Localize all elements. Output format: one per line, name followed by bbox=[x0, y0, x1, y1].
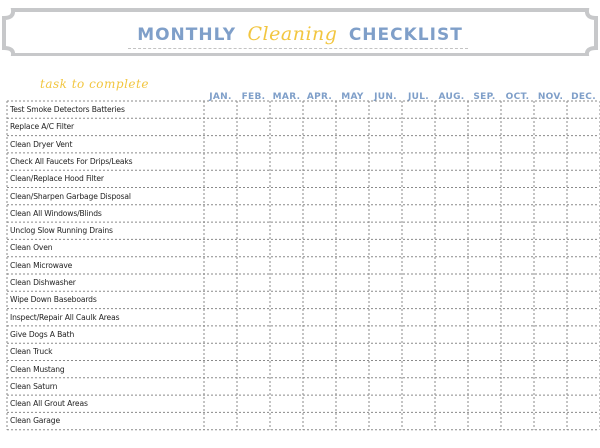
check-cell-oct[interactable] bbox=[501, 291, 534, 308]
check-cell-oct[interactable] bbox=[501, 274, 534, 291]
check-cell-dec[interactable] bbox=[567, 412, 600, 429]
month-header-oct: OCT. bbox=[505, 92, 530, 102]
check-cell-dec[interactable] bbox=[567, 274, 600, 291]
check-cell-feb[interactable] bbox=[237, 412, 270, 429]
task-label: Unclog Slow Running Drains bbox=[10, 226, 113, 236]
check-cell-sep[interactable] bbox=[468, 257, 501, 274]
check-cell-aug[interactable] bbox=[435, 153, 468, 170]
task-label: Clean Dryer Vent bbox=[10, 139, 73, 149]
check-cell-aug[interactable] bbox=[435, 274, 468, 291]
check-cell-feb[interactable] bbox=[237, 395, 270, 412]
check-cell-dec[interactable] bbox=[567, 326, 600, 343]
check-cell-may[interactable] bbox=[336, 291, 369, 308]
check-cell-aug[interactable] bbox=[435, 222, 468, 239]
check-cell-sep[interactable] bbox=[468, 326, 501, 343]
check-cell-sep[interactable] bbox=[468, 378, 501, 395]
check-cell-sep[interactable] bbox=[468, 170, 501, 187]
check-cell-dec[interactable] bbox=[567, 239, 600, 256]
task-label: Clean Mustang bbox=[10, 364, 65, 374]
check-cell-jan[interactable] bbox=[204, 257, 237, 274]
check-cell-nov[interactable] bbox=[534, 170, 567, 187]
task-row bbox=[7, 170, 597, 187]
check-cell-dec[interactable] bbox=[567, 101, 600, 118]
task-row bbox=[7, 326, 597, 343]
check-cell-oct[interactable] bbox=[501, 395, 534, 412]
check-cell-nov[interactable] bbox=[534, 343, 567, 360]
month-header-sep: SEP. bbox=[473, 92, 496, 102]
check-cell-apr[interactable] bbox=[303, 239, 336, 256]
check-cell-jun[interactable] bbox=[369, 378, 402, 395]
check-cell-may[interactable] bbox=[336, 343, 369, 360]
check-cell-sep[interactable] bbox=[468, 274, 501, 291]
task-label: Clean Garage bbox=[10, 416, 60, 426]
check-cell-mar[interactable] bbox=[270, 118, 303, 135]
task-row bbox=[7, 205, 597, 222]
check-cell-feb[interactable] bbox=[237, 205, 270, 222]
task-label: Give Dogs A Bath bbox=[10, 329, 75, 339]
task-label: Clean All Grout Areas bbox=[10, 399, 88, 409]
check-cell-jun[interactable] bbox=[369, 239, 402, 256]
check-cell-mar[interactable] bbox=[270, 412, 303, 429]
check-cell-nov[interactable] bbox=[534, 101, 567, 118]
check-cell-mar[interactable] bbox=[270, 153, 303, 170]
check-cell-feb[interactable] bbox=[237, 343, 270, 360]
check-cell-jul[interactable] bbox=[402, 274, 435, 291]
check-cell-oct[interactable] bbox=[501, 257, 534, 274]
check-cell-jan[interactable] bbox=[204, 205, 237, 222]
check-cell-dec[interactable] bbox=[567, 378, 600, 395]
task-row bbox=[7, 257, 597, 274]
check-cell-mar[interactable] bbox=[270, 222, 303, 239]
check-cell-oct[interactable] bbox=[501, 188, 534, 205]
check-cell-nov[interactable] bbox=[534, 291, 567, 308]
check-cell-jun[interactable] bbox=[369, 412, 402, 429]
check-cell-nov[interactable] bbox=[534, 205, 567, 222]
check-cell-aug[interactable] bbox=[435, 170, 468, 187]
check-cell-oct[interactable] bbox=[501, 239, 534, 256]
check-cell-aug[interactable] bbox=[435, 291, 468, 308]
check-cell-mar[interactable] bbox=[270, 326, 303, 343]
check-cell-jun[interactable] bbox=[369, 343, 402, 360]
check-cell-apr[interactable] bbox=[303, 101, 336, 118]
task-label: Clean Oven bbox=[10, 243, 53, 253]
check-cell-may[interactable] bbox=[336, 326, 369, 343]
check-cell-jun[interactable] bbox=[369, 153, 402, 170]
check-cell-aug[interactable] bbox=[435, 205, 468, 222]
task-row bbox=[7, 101, 597, 118]
check-cell-apr[interactable] bbox=[303, 291, 336, 308]
check-cell-mar[interactable] bbox=[270, 170, 303, 187]
check-cell-may[interactable] bbox=[336, 188, 369, 205]
check-cell-jul[interactable] bbox=[402, 395, 435, 412]
month-header-feb: FEB. bbox=[241, 92, 266, 102]
check-cell-may[interactable] bbox=[336, 101, 369, 118]
check-cell-aug[interactable] bbox=[435, 239, 468, 256]
task-row bbox=[7, 309, 597, 326]
check-cell-jan[interactable] bbox=[204, 136, 237, 153]
check-cell-may[interactable] bbox=[336, 378, 369, 395]
check-cell-nov[interactable] bbox=[534, 378, 567, 395]
check-cell-oct[interactable] bbox=[501, 412, 534, 429]
check-cell-sep[interactable] bbox=[468, 205, 501, 222]
task-row bbox=[7, 361, 597, 378]
task-column-header: task to complete bbox=[40, 77, 149, 91]
check-cell-apr[interactable] bbox=[303, 361, 336, 378]
check-cell-may[interactable] bbox=[336, 170, 369, 187]
task-label: Replace A/C Filter bbox=[10, 122, 75, 132]
check-cell-aug[interactable] bbox=[435, 188, 468, 205]
check-cell-sep[interactable] bbox=[468, 188, 501, 205]
check-cell-feb[interactable] bbox=[237, 326, 270, 343]
check-cell-apr[interactable] bbox=[303, 188, 336, 205]
check-cell-jan[interactable] bbox=[204, 343, 237, 360]
check-cell-jun[interactable] bbox=[369, 136, 402, 153]
check-cell-oct[interactable] bbox=[501, 343, 534, 360]
check-cell-jun[interactable] bbox=[369, 205, 402, 222]
check-cell-jul[interactable] bbox=[402, 257, 435, 274]
check-cell-nov[interactable] bbox=[534, 153, 567, 170]
check-cell-jul[interactable] bbox=[402, 412, 435, 429]
check-cell-feb[interactable] bbox=[237, 274, 270, 291]
check-cell-mar[interactable] bbox=[270, 239, 303, 256]
check-cell-jan[interactable] bbox=[204, 274, 237, 291]
check-cell-jun[interactable] bbox=[369, 395, 402, 412]
check-cell-jun[interactable] bbox=[369, 170, 402, 187]
check-cell-aug[interactable] bbox=[435, 118, 468, 135]
check-cell-jan[interactable] bbox=[204, 378, 237, 395]
check-cell-apr[interactable] bbox=[303, 412, 336, 429]
month-header-mar: MAR. bbox=[272, 92, 301, 102]
check-cell-nov[interactable] bbox=[534, 274, 567, 291]
check-cell-jul[interactable] bbox=[402, 326, 435, 343]
check-cell-jun[interactable] bbox=[369, 309, 402, 326]
check-cell-dec[interactable] bbox=[567, 205, 600, 222]
check-cell-aug[interactable] bbox=[435, 343, 468, 360]
check-cell-mar[interactable] bbox=[270, 343, 303, 360]
check-cell-nov[interactable] bbox=[534, 309, 567, 326]
month-header-jul: JUL. bbox=[407, 92, 429, 102]
check-cell-sep[interactable] bbox=[468, 222, 501, 239]
task-label: Clean/Replace Hood Filter bbox=[10, 174, 104, 184]
task-row bbox=[7, 153, 597, 170]
check-cell-aug[interactable] bbox=[435, 309, 468, 326]
check-cell-dec[interactable] bbox=[567, 136, 600, 153]
check-cell-apr[interactable] bbox=[303, 309, 336, 326]
check-cell-mar[interactable] bbox=[270, 205, 303, 222]
check-cell-feb[interactable] bbox=[237, 188, 270, 205]
check-cell-apr[interactable] bbox=[303, 274, 336, 291]
check-cell-may[interactable] bbox=[336, 222, 369, 239]
check-cell-jan[interactable] bbox=[204, 361, 237, 378]
check-cell-aug[interactable] bbox=[435, 412, 468, 429]
check-cell-dec[interactable] bbox=[567, 309, 600, 326]
check-cell-feb[interactable] bbox=[237, 309, 270, 326]
check-cell-oct[interactable] bbox=[501, 153, 534, 170]
check-cell-apr[interactable] bbox=[303, 257, 336, 274]
check-cell-mar[interactable] bbox=[270, 361, 303, 378]
check-cell-nov[interactable] bbox=[534, 257, 567, 274]
check-cell-mar[interactable] bbox=[270, 274, 303, 291]
month-header-apr: APR. bbox=[306, 92, 333, 102]
month-header-nov: NOV. bbox=[537, 92, 564, 102]
check-cell-apr[interactable] bbox=[303, 222, 336, 239]
check-cell-mar[interactable] bbox=[270, 291, 303, 308]
task-row bbox=[7, 222, 597, 239]
check-cell-dec[interactable] bbox=[567, 222, 600, 239]
check-cell-nov[interactable] bbox=[534, 222, 567, 239]
month-header-may: MAY bbox=[341, 92, 364, 102]
check-cell-nov[interactable] bbox=[534, 412, 567, 429]
check-cell-jul[interactable] bbox=[402, 343, 435, 360]
check-cell-jul[interactable] bbox=[402, 118, 435, 135]
task-row bbox=[7, 118, 597, 135]
check-cell-sep[interactable] bbox=[468, 309, 501, 326]
task-row bbox=[7, 412, 597, 429]
task-row bbox=[7, 274, 597, 291]
check-cell-jul[interactable] bbox=[402, 136, 435, 153]
task-label: Check All Faucets For Drips/Leaks bbox=[10, 156, 133, 166]
check-cell-aug[interactable] bbox=[435, 136, 468, 153]
check-cell-apr[interactable] bbox=[303, 170, 336, 187]
check-cell-may[interactable] bbox=[336, 309, 369, 326]
task-label: Clean Truck bbox=[10, 347, 53, 357]
month-header-jun: JUN. bbox=[374, 92, 397, 102]
check-cell-jan[interactable] bbox=[204, 118, 237, 135]
task-label: Inspect/Repair All Caulk Areas bbox=[10, 312, 120, 322]
check-cell-oct[interactable] bbox=[501, 101, 534, 118]
check-cell-dec[interactable] bbox=[567, 118, 600, 135]
check-cell-nov[interactable] bbox=[534, 118, 567, 135]
check-cell-mar[interactable] bbox=[270, 188, 303, 205]
title-cleaning: Cleaning bbox=[247, 23, 338, 45]
check-cell-may[interactable] bbox=[336, 412, 369, 429]
check-cell-sep[interactable] bbox=[468, 412, 501, 429]
check-cell-jan[interactable] bbox=[204, 153, 237, 170]
check-cell-aug[interactable] bbox=[435, 257, 468, 274]
check-cell-dec[interactable] bbox=[567, 291, 600, 308]
month-header-jan: JAN. bbox=[209, 92, 232, 102]
check-cell-jun[interactable] bbox=[369, 188, 402, 205]
check-cell-sep[interactable] bbox=[468, 136, 501, 153]
check-cell-apr[interactable] bbox=[303, 395, 336, 412]
check-cell-oct[interactable] bbox=[501, 309, 534, 326]
check-cell-nov[interactable] bbox=[534, 188, 567, 205]
check-cell-jun[interactable] bbox=[369, 274, 402, 291]
check-cell-jan[interactable] bbox=[204, 291, 237, 308]
check-cell-mar[interactable] bbox=[270, 257, 303, 274]
check-cell-jun[interactable] bbox=[369, 361, 402, 378]
check-cell-oct[interactable] bbox=[501, 361, 534, 378]
check-cell-oct[interactable] bbox=[501, 222, 534, 239]
check-cell-aug[interactable] bbox=[435, 326, 468, 343]
check-cell-mar[interactable] bbox=[270, 136, 303, 153]
check-cell-sep[interactable] bbox=[468, 291, 501, 308]
task-row bbox=[7, 291, 597, 308]
check-cell-oct[interactable] bbox=[501, 326, 534, 343]
check-cell-sep[interactable] bbox=[468, 395, 501, 412]
check-cell-oct[interactable] bbox=[501, 170, 534, 187]
check-cell-dec[interactable] bbox=[567, 188, 600, 205]
task-row bbox=[7, 188, 597, 205]
check-cell-jul[interactable] bbox=[402, 378, 435, 395]
check-cell-aug[interactable] bbox=[435, 361, 468, 378]
check-cell-mar[interactable] bbox=[270, 378, 303, 395]
check-cell-mar[interactable] bbox=[270, 101, 303, 118]
check-cell-nov[interactable] bbox=[534, 136, 567, 153]
check-cell-dec[interactable] bbox=[567, 257, 600, 274]
check-cell-jul[interactable] bbox=[402, 361, 435, 378]
check-cell-oct[interactable] bbox=[501, 136, 534, 153]
check-cell-apr[interactable] bbox=[303, 118, 336, 135]
check-cell-nov[interactable] bbox=[534, 361, 567, 378]
task-row bbox=[7, 239, 597, 256]
check-cell-jan[interactable] bbox=[204, 239, 237, 256]
check-cell-jan[interactable] bbox=[204, 170, 237, 187]
month-header-dec: DEC. bbox=[571, 92, 596, 102]
check-cell-may[interactable] bbox=[336, 239, 369, 256]
check-cell-jun[interactable] bbox=[369, 222, 402, 239]
check-cell-feb[interactable] bbox=[237, 222, 270, 239]
check-cell-apr[interactable] bbox=[303, 153, 336, 170]
check-cell-feb[interactable] bbox=[237, 361, 270, 378]
task-label: Test Smoke Detectors Batteries bbox=[10, 105, 125, 114]
check-cell-mar[interactable] bbox=[270, 395, 303, 412]
check-cell-feb[interactable] bbox=[237, 101, 270, 118]
check-cell-jun[interactable] bbox=[369, 118, 402, 135]
check-cell-dec[interactable] bbox=[567, 153, 600, 170]
check-cell-jun[interactable] bbox=[369, 291, 402, 308]
check-cell-sep[interactable] bbox=[468, 118, 501, 135]
check-cell-nov[interactable] bbox=[534, 395, 567, 412]
check-cell-dec[interactable] bbox=[567, 170, 600, 187]
check-cell-nov[interactable] bbox=[534, 326, 567, 343]
check-cell-jan[interactable] bbox=[204, 326, 237, 343]
check-cell-dec[interactable] bbox=[567, 343, 600, 360]
task-label: Clean/Sharpen Garbage Disposal bbox=[10, 191, 131, 201]
check-cell-sep[interactable] bbox=[468, 361, 501, 378]
check-cell-apr[interactable] bbox=[303, 136, 336, 153]
check-cell-jan[interactable] bbox=[204, 412, 237, 429]
check-cell-jul[interactable] bbox=[402, 101, 435, 118]
check-cell-sep[interactable] bbox=[468, 343, 501, 360]
check-cell-oct[interactable] bbox=[501, 205, 534, 222]
check-cell-aug[interactable] bbox=[435, 395, 468, 412]
check-cell-jan[interactable] bbox=[204, 222, 237, 239]
check-cell-feb[interactable] bbox=[237, 118, 270, 135]
check-cell-mar[interactable] bbox=[270, 309, 303, 326]
check-cell-jul[interactable] bbox=[402, 205, 435, 222]
task-label: Clean Microwave bbox=[10, 260, 73, 270]
check-cell-jun[interactable] bbox=[369, 326, 402, 343]
check-cell-jan[interactable] bbox=[204, 309, 237, 326]
check-cell-jul[interactable] bbox=[402, 153, 435, 170]
check-cell-feb[interactable] bbox=[237, 170, 270, 187]
task-label: Clean Saturn bbox=[10, 381, 58, 391]
check-cell-jan[interactable] bbox=[204, 188, 237, 205]
check-cell-jun[interactable] bbox=[369, 257, 402, 274]
check-cell-jul[interactable] bbox=[402, 291, 435, 308]
check-cell-apr[interactable] bbox=[303, 326, 336, 343]
check-cell-jul[interactable] bbox=[402, 309, 435, 326]
check-cell-may[interactable] bbox=[336, 361, 369, 378]
check-cell-may[interactable] bbox=[336, 118, 369, 135]
check-cell-sep[interactable] bbox=[468, 101, 501, 118]
check-cell-jul[interactable] bbox=[402, 222, 435, 239]
check-cell-aug[interactable] bbox=[435, 101, 468, 118]
check-cell-jul[interactable] bbox=[402, 170, 435, 187]
check-cell-feb[interactable] bbox=[237, 257, 270, 274]
check-cell-sep[interactable] bbox=[468, 239, 501, 256]
check-cell-feb[interactable] bbox=[237, 153, 270, 170]
check-cell-nov[interactable] bbox=[534, 239, 567, 256]
check-cell-jul[interactable] bbox=[402, 188, 435, 205]
task-row bbox=[7, 343, 597, 360]
check-cell-sep[interactable] bbox=[468, 153, 501, 170]
month-header-aug: AUG. bbox=[438, 92, 465, 102]
title-monthly: MONTHLY bbox=[137, 25, 237, 45]
check-cell-dec[interactable] bbox=[567, 395, 600, 412]
check-cell-jul[interactable] bbox=[402, 239, 435, 256]
check-cell-feb[interactable] bbox=[237, 239, 270, 256]
check-cell-feb[interactable] bbox=[237, 291, 270, 308]
check-cell-aug[interactable] bbox=[435, 378, 468, 395]
check-cell-apr[interactable] bbox=[303, 378, 336, 395]
task-row bbox=[7, 378, 597, 395]
check-cell-jan[interactable] bbox=[204, 101, 237, 118]
task-label: Clean All Windows/Blinds bbox=[10, 208, 102, 218]
check-cell-dec[interactable] bbox=[567, 361, 600, 378]
check-cell-jan[interactable] bbox=[204, 395, 237, 412]
title-checklist: CHECKLIST bbox=[348, 25, 463, 45]
check-cell-apr[interactable] bbox=[303, 343, 336, 360]
check-cell-feb[interactable] bbox=[237, 378, 270, 395]
task-row bbox=[7, 395, 597, 412]
check-cell-feb[interactable] bbox=[237, 136, 270, 153]
check-cell-oct[interactable] bbox=[501, 378, 534, 395]
task-label: Clean Dishwasher bbox=[10, 278, 76, 287]
check-cell-jun[interactable] bbox=[369, 101, 402, 118]
check-cell-may[interactable] bbox=[336, 274, 369, 291]
task-label: Wipe Down Baseboards bbox=[10, 295, 97, 305]
check-cell-may[interactable] bbox=[336, 257, 369, 274]
check-cell-oct[interactable] bbox=[501, 118, 534, 135]
check-cell-apr[interactable] bbox=[303, 205, 336, 222]
check-cell-may[interactable] bbox=[336, 205, 369, 222]
check-cell-may[interactable] bbox=[336, 136, 369, 153]
task-row bbox=[7, 136, 597, 153]
check-cell-may[interactable] bbox=[336, 153, 369, 170]
check-cell-may[interactable] bbox=[336, 395, 369, 412]
